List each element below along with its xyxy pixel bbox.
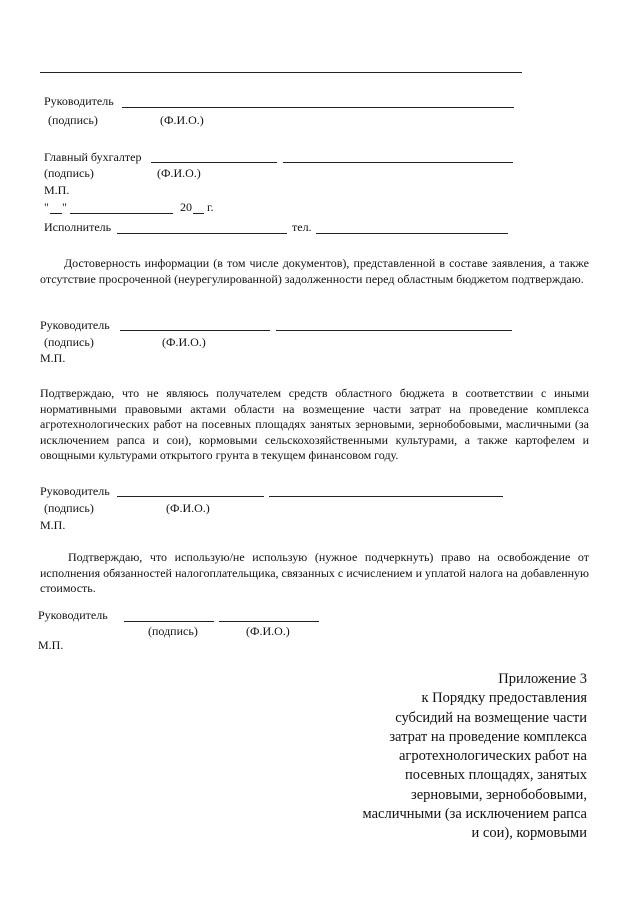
head-signature-line — [117, 496, 264, 497]
head-label: Руководитель — [40, 484, 110, 498]
stamp-label: М.П. — [40, 518, 66, 532]
executor-line — [117, 233, 287, 234]
signature-caption: (подпись) — [44, 501, 94, 515]
non-recipient-statement: Подтверждаю, что не являюсь получателем средств областного бюджета в соответствии с иными нормативными правовыми актами области на возмещение части затрат на проведение комплекса агротехнологических работ на посевных площадях занятых зерновыми, зернобобовыми, масличными (за исключением рапса и сои), кормовыми сельскохозяйственными культурами, а также картофелем и овощными культурами открытого грунта в текущем финансовом году. — [40, 386, 589, 462]
appendix-line: затрат на проведение комплекса — [389, 728, 587, 745]
stamp-label: М.П. — [38, 638, 64, 652]
stamp-label: М.П. — [44, 183, 70, 197]
accountant-label: Главный бухгалтер — [44, 150, 142, 164]
signature-caption: (подпись) — [44, 166, 94, 180]
date-quote-close: " — [62, 200, 67, 214]
name-caption: (Ф.И.О.) — [157, 166, 201, 180]
head-label: Руководитель — [44, 94, 114, 108]
accountant-signature-line — [151, 162, 277, 163]
date-year-suffix: г. — [207, 200, 214, 214]
appendix-line: субсидий на возмещение части — [395, 709, 587, 726]
appendix-line: посевных площадях, занятых — [405, 767, 587, 784]
name-caption: (Ф.И.О.) — [246, 624, 290, 638]
signature-caption: (подпись) — [44, 335, 94, 349]
appendix-line: и сои), кормовыми — [471, 825, 587, 842]
phone-line — [316, 233, 508, 234]
phone-label: тел. — [292, 220, 312, 234]
top-rule — [40, 72, 522, 73]
reliability-statement: Достоверность информации (в том числе документов), представленной в составе заявления, а также отсутствие просроченной (неурегулированной) задолженности перед областным бюджетом подтверждаю. — [40, 256, 589, 286]
stamp-label: М.П. — [40, 351, 66, 365]
date-quote-open: " — [44, 200, 49, 214]
head-signature-line — [124, 621, 214, 622]
head-name-line — [269, 496, 503, 497]
appendix-line: агротехнологических работ на — [398, 748, 587, 765]
head-name-line — [276, 330, 512, 331]
name-caption: (Ф.И.О.) — [160, 113, 204, 127]
head-name-line — [219, 621, 319, 622]
date-year-prefix: 20 — [180, 200, 192, 214]
accountant-name-line — [283, 162, 513, 163]
executor-label: Исполнитель — [44, 220, 112, 234]
signature-caption: (подпись) — [48, 113, 98, 127]
date-month-line — [70, 213, 173, 214]
name-caption: (Ф.И.О.) — [162, 335, 206, 349]
appendix-line: зерновыми, зернобобовыми, — [410, 786, 587, 803]
vat-statement: Подтверждаю, что использую/не использую (нужное подчеркнуть) право на освобождение от исполнения обязанностей налогоплательщика, связанных с исчислением и уплатой налога на добавленную стоимость. — [40, 550, 589, 595]
appendix-header — [307, 670, 587, 844]
name-caption: (Ф.И.О.) — [166, 501, 210, 515]
appendix-line: масличными (за исключением рапса — [362, 806, 587, 823]
signature-caption: (подпись) — [148, 624, 198, 638]
head-signature-line — [122, 107, 514, 108]
head-label: Руководитель — [38, 608, 108, 622]
date-year-line — [193, 213, 204, 214]
appendix-line: к Порядку предоставления — [421, 690, 587, 707]
date-day-line — [50, 213, 62, 214]
head-label: Руководитель — [40, 318, 110, 332]
head-signature-line — [120, 330, 270, 331]
appendix-title: Приложение 3 — [498, 671, 587, 687]
